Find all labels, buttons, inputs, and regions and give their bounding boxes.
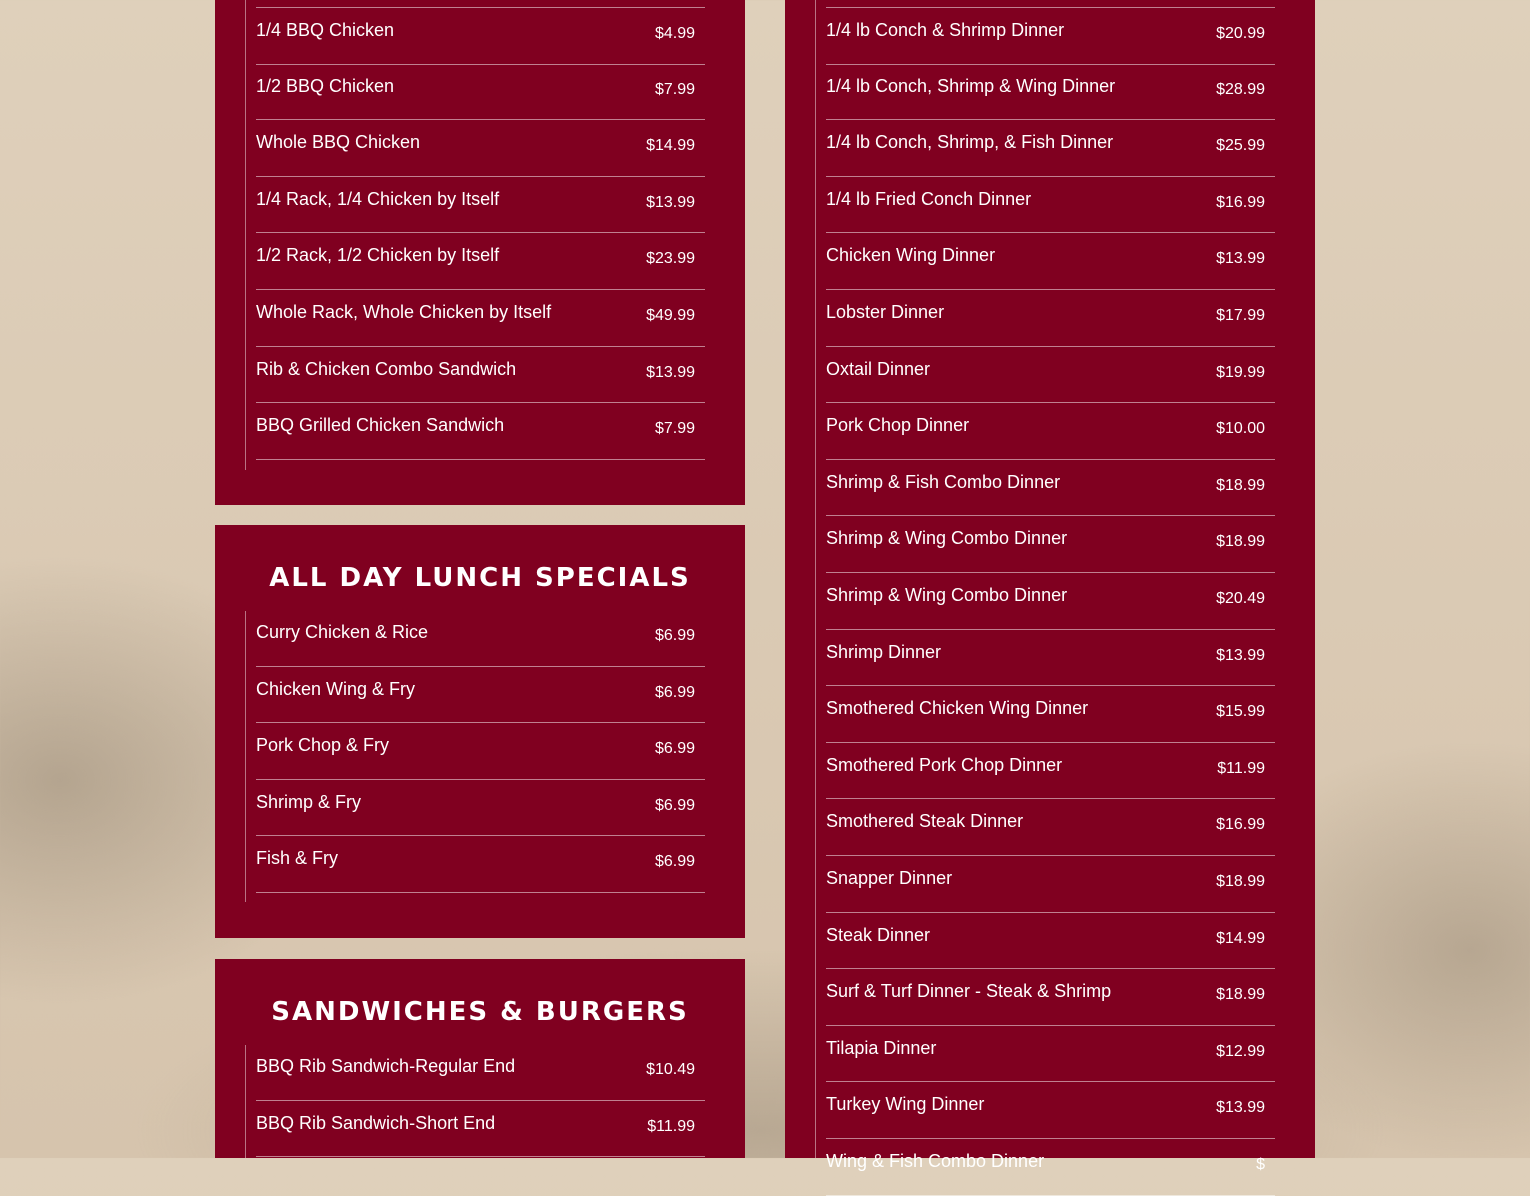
menu-item-name: 1/4 lb Conch, Shrimp, & Fish Dinner <box>826 132 1114 153</box>
menu-item-price: $10.00 <box>1216 420 1265 438</box>
menu-item-row <box>826 233 1275 290</box>
menu-item-row <box>826 177 1275 234</box>
menu-item-row <box>256 1044 705 1101</box>
menu-item-price: $18.99 <box>1216 873 1265 890</box>
menu-item-row <box>826 516 1275 573</box>
menu-item-price: $18.99 <box>1216 986 1265 1004</box>
menu-item-price: $6.99 <box>654 683 695 701</box>
menu-item-price: $18.99 <box>1216 533 1265 551</box>
menu-item-name: Shrimp & Fry <box>256 791 362 812</box>
menu-item-row <box>256 610 705 667</box>
menu-item-name: 1/4 lb Conch, Shrimp & Wing Dinner <box>826 75 1116 96</box>
menu-item-price: $20.99 <box>1216 25 1265 42</box>
menu-item-row <box>256 347 705 404</box>
menu-item-row <box>826 573 1275 630</box>
lunch-specials-title: ALL DAY LUNCH SPECIALS <box>269 563 691 593</box>
menu-item-name: Oxtail Dinner <box>826 358 931 379</box>
menu-item-name: Shrimp & Wing Combo Dinner <box>826 528 1068 549</box>
menu-item-price: $25.99 <box>1216 137 1265 155</box>
menu-item-row <box>256 64 705 121</box>
menu-item-name: Smothered Steak Dinner <box>826 811 1024 832</box>
menu-item-name: Snapper Dinner <box>826 868 953 888</box>
menu-item-price: $6.99 <box>654 740 695 758</box>
menu-item-price: $14.99 <box>646 137 695 155</box>
menu-item-name: Tilapia Dinner <box>826 1037 937 1058</box>
menu-item-row <box>826 686 1275 743</box>
menu-item-price: $7.99 <box>654 80 695 98</box>
menu-item-row <box>256 836 705 893</box>
menu-item-row <box>256 403 705 460</box>
menu-item-name: Shrimp & Wing Combo Dinner <box>826 585 1068 605</box>
menu-item-name: BBQ Rib Sandwich-Short End <box>256 1112 496 1133</box>
menu-item-name: Pork Chop Dinner <box>826 415 970 436</box>
menu-item-name: Smothered Chicken Wing Dinner <box>826 698 1089 719</box>
menu-item-name: Fish & Fry <box>256 848 339 869</box>
menu-item-name: Lobster Dinner <box>826 302 945 322</box>
menu-item-name: 1/2 BBQ Chicken <box>256 75 395 96</box>
menu-item-row <box>826 856 1275 913</box>
menu-item-price: $11.99 <box>1217 759 1265 777</box>
menu-item-name: Turkey Wing Dinner <box>826 1094 985 1115</box>
menu-item-name: Whole BBQ Chicken <box>256 132 421 153</box>
menu-item-row <box>256 7 705 65</box>
menu-item-price: $13.99 <box>1216 1099 1265 1117</box>
menu-item-price: $13.99 <box>646 193 695 211</box>
menu-item-name: 1/4 Rack, 1/4 Chicken by Itself <box>256 188 500 209</box>
menu-item-price: $23.99 <box>646 250 695 268</box>
menu-item-row <box>256 177 705 234</box>
menu-item-row <box>256 723 705 780</box>
menu-item-name: BBQ Grilled Chicken Sandwich <box>256 415 505 436</box>
bbq-chicken-panel <box>215 0 745 505</box>
menu-item-price: $13.99 <box>1216 250 1265 268</box>
lunch-specials-panel <box>215 525 745 938</box>
menu-item-name: Pork Chop & Fry <box>256 735 390 756</box>
menu-item-price: $12.99 <box>1216 1042 1265 1060</box>
menu-item-row <box>826 403 1275 460</box>
menu-item-name: Chicken Wing Dinner <box>826 245 996 266</box>
menu-item-row <box>826 7 1275 65</box>
menu-item-row <box>826 743 1275 800</box>
sandwiches-burgers-title: SANDWICHES & BURGERS <box>271 997 689 1027</box>
sandwiches-burgers-panel <box>215 959 745 1158</box>
menu-item-name: Steak Dinner <box>826 924 931 945</box>
menu-item-row <box>826 969 1275 1026</box>
menu-item-price: $6.99 <box>654 796 695 814</box>
menu-item-price: $13.99 <box>1216 646 1265 664</box>
menu-item-price: $19.99 <box>1216 363 1265 381</box>
menu-item-name: Shrimp & Fish Combo Dinner <box>826 471 1061 492</box>
menu-item-name: Shrimp Dinner <box>826 641 942 662</box>
menu-item-row <box>256 233 705 290</box>
menu-item-name: Surf & Turf Dinner - Steak & Shrimp <box>826 981 1112 1002</box>
menu-item-price: $11.99 <box>647 1117 695 1135</box>
panel-divider-line <box>245 0 246 470</box>
menu-item-row <box>256 1101 705 1158</box>
menu-item-price: $10.49 <box>646 1061 695 1078</box>
menu-item-price: $6.99 <box>654 853 695 871</box>
menu-item-price: $ <box>1256 1156 1265 1173</box>
menu-item-name: Chicken Wing & Fry <box>256 678 416 699</box>
menu-item-row <box>256 290 705 347</box>
menu-item-name: 1/4 lb Conch & Shrimp Dinner <box>826 20 1065 40</box>
menu-item-price: $14.99 <box>1216 929 1265 947</box>
menu-item-row <box>256 667 705 724</box>
menu-item-price: $13.99 <box>646 363 695 381</box>
menu-item-row <box>256 120 705 177</box>
menu-item-price: $28.99 <box>1216 80 1265 98</box>
panel-divider-line <box>815 0 816 1158</box>
menu-item-row <box>826 290 1275 347</box>
menu-item-row <box>826 799 1275 856</box>
menu-item-row <box>826 347 1275 404</box>
dinners-panel <box>785 0 1315 1173</box>
menu-item-price: $7.99 <box>654 420 695 438</box>
menu-item-name: 1/4 BBQ Chicken <box>256 20 395 40</box>
panel-divider-line <box>245 611 246 902</box>
menu-item-name: Rib & Chicken Combo Sandwich <box>256 358 517 379</box>
menu-item-row <box>256 780 705 837</box>
menu-item-price: $49.99 <box>646 307 695 324</box>
menu-item-price: $16.99 <box>1216 193 1265 211</box>
menu-item-name: 1/2 Rack, 1/2 Chicken by Itself <box>256 245 500 266</box>
menu-item-row <box>826 1026 1275 1083</box>
menu-item-price: $17.99 <box>1216 307 1265 324</box>
panel-divider-line <box>245 1045 246 1158</box>
menu-item-price: $15.99 <box>1216 703 1265 721</box>
menu-item-row <box>826 630 1275 687</box>
menu-item-row <box>826 460 1275 517</box>
menu-item-row <box>826 120 1275 177</box>
menu-item-name: Whole Rack, Whole Chicken by Itself <box>256 302 552 322</box>
menu-item-name: Curry Chicken & Rice <box>256 622 429 642</box>
menu-item-name: BBQ Rib Sandwich-Regular End <box>256 1056 516 1076</box>
menu-item-name: Wing & Fish Combo Dinner <box>826 1151 1045 1171</box>
menu-item-row <box>826 1082 1275 1139</box>
menu-item-row <box>826 1139 1275 1196</box>
menu-item-name: 1/4 lb Fried Conch Dinner <box>826 188 1032 209</box>
menu-item-price: $18.99 <box>1216 476 1265 494</box>
menu-item-price: $6.99 <box>654 627 695 644</box>
menu-item-price: $16.99 <box>1216 816 1265 834</box>
menu-item-price: $4.99 <box>654 25 695 42</box>
menu-item-name: Smothered Pork Chop Dinner <box>826 754 1063 775</box>
menu-item-row <box>826 913 1275 970</box>
menu-item-row <box>826 64 1275 121</box>
menu-item-price: $20.49 <box>1216 590 1265 607</box>
